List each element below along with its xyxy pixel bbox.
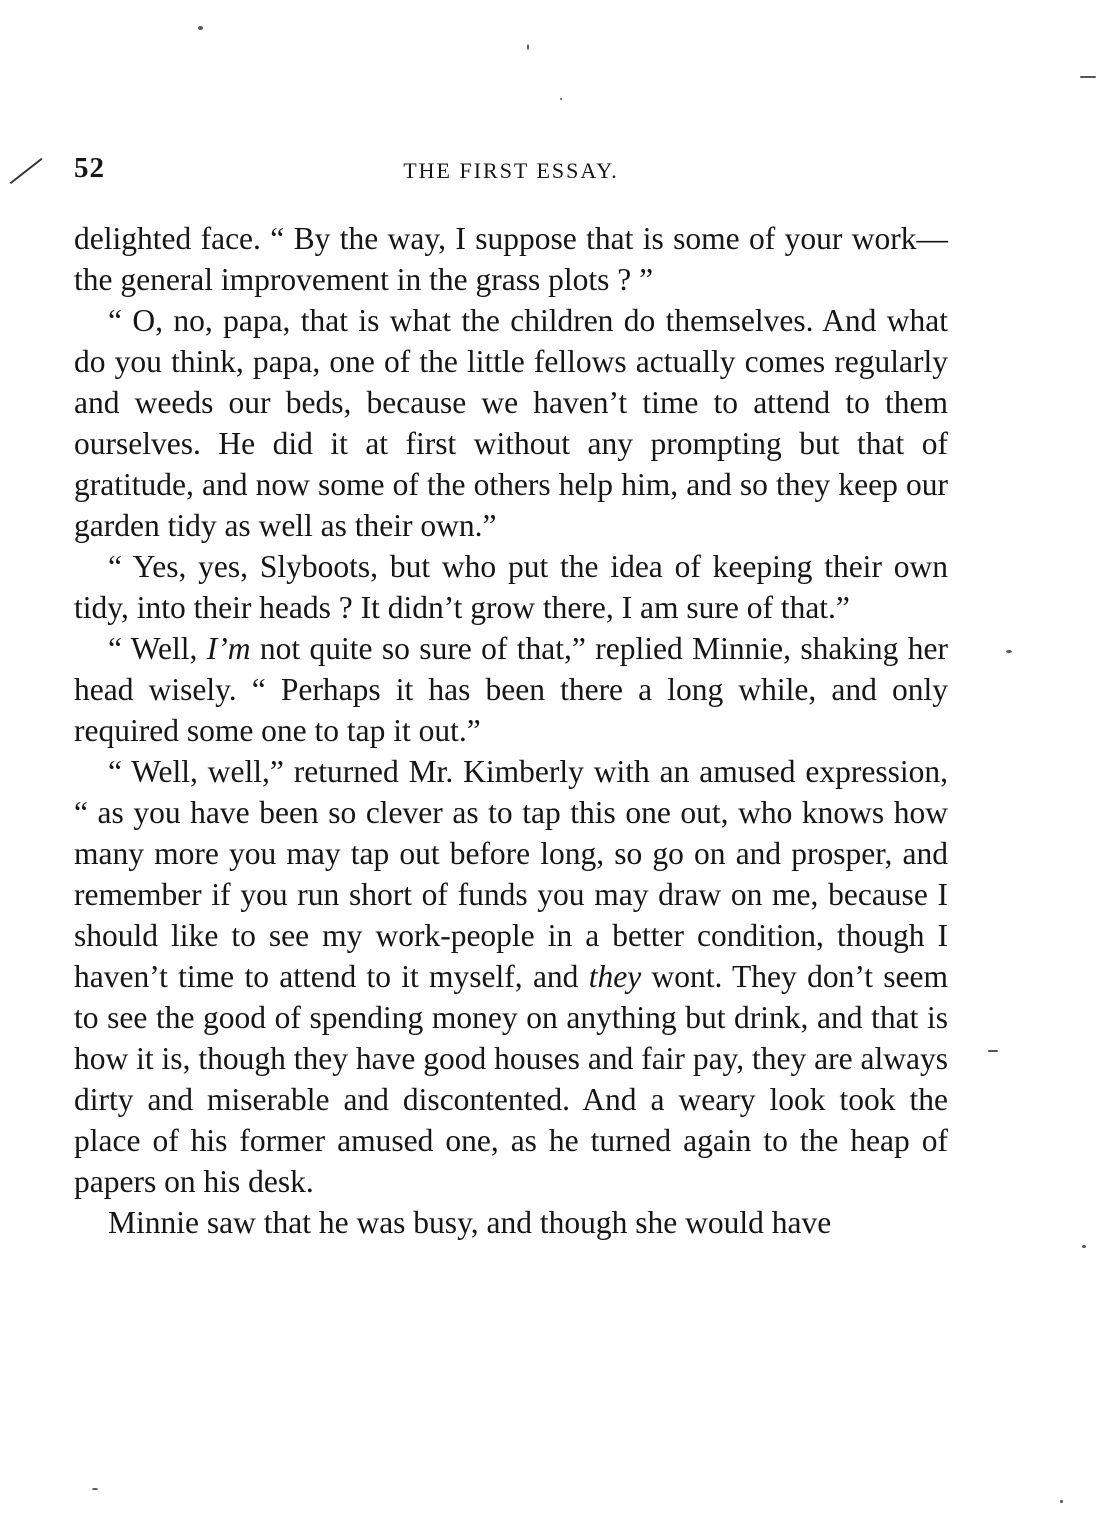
paragraph-text: wont. They don’t seem to see the good of spending money on anything but drink, and that is how it is, though they have good houses and fair pay, they are always dirty and miserable and discontented. And a weary look took the place of his former amused one, as he turned again to the heap of papers on his desk. (74, 959, 948, 1199)
italic-emphasis: I’m (206, 631, 251, 666)
paragraph-2 (74, 300, 948, 546)
paragraph-1 (74, 218, 948, 300)
paper-speck (92, 1488, 98, 1490)
italic-emphasis: they (588, 959, 642, 994)
paper-speck (988, 1050, 998, 1052)
paper-speck (1006, 650, 1012, 653)
paper-speck (527, 44, 529, 50)
paragraph-4 (74, 628, 948, 751)
paragraph-text: “ Well, (108, 631, 207, 666)
page-header (74, 152, 948, 192)
paragraph-5 (74, 751, 948, 1202)
paper-speck (1082, 1245, 1086, 1248)
paper-speck (560, 98, 562, 100)
running-title: THE FIRST ESSAY. (403, 158, 619, 183)
paragraph-text: “ Yes, yes, Slyboots, but who put the idea of keeping their own tidy, into their heads ? It didn’t grow there, I am sure of that.” (74, 549, 948, 625)
paper-speck (198, 26, 203, 30)
paragraph-text: “ Well, well,” returned Mr. Kimberly with an amused expression, “ as you have been so clever as to tap this one out, who knows how many more you may tap out before long, so go on and prosper, and remember if you run short of funds you may draw on me, because I should like to see my work-people in a better condition, though I haven’t time to attend to it myself, and (74, 754, 948, 994)
paragraph-text: not quite so sure of that,” replied Minnie, shaking her head wisely. “ Perhaps it has been there a long while, and only required some one to tap it out.” (74, 631, 948, 748)
paper-speck (1060, 1500, 1063, 1503)
body-text (74, 218, 948, 1243)
paper-speck (1080, 76, 1096, 78)
page-number: 52 (74, 152, 105, 184)
paragraph-3 (74, 546, 948, 628)
paragraph-text: delighted face. “ By the way, I suppose that is some of your work—the general improvement in the grass plots ? ” (74, 221, 948, 297)
margin-pencil-mark (10, 158, 42, 184)
paragraph-text: “ O, no, papa, that is what the children do themselves. And what do you think, papa, one of the little fellows actually comes regularly and weeds our beds, because we haven’t time to attend to them ourselves. He did it at first without any prompting but that of gratitude, and now some of the others help him, and so they keep our garden tidy as well as their own.” (74, 303, 948, 543)
paragraph-6 (74, 1202, 948, 1243)
paragraph-text: Minnie saw that he was busy, and though she would have (108, 1205, 832, 1240)
